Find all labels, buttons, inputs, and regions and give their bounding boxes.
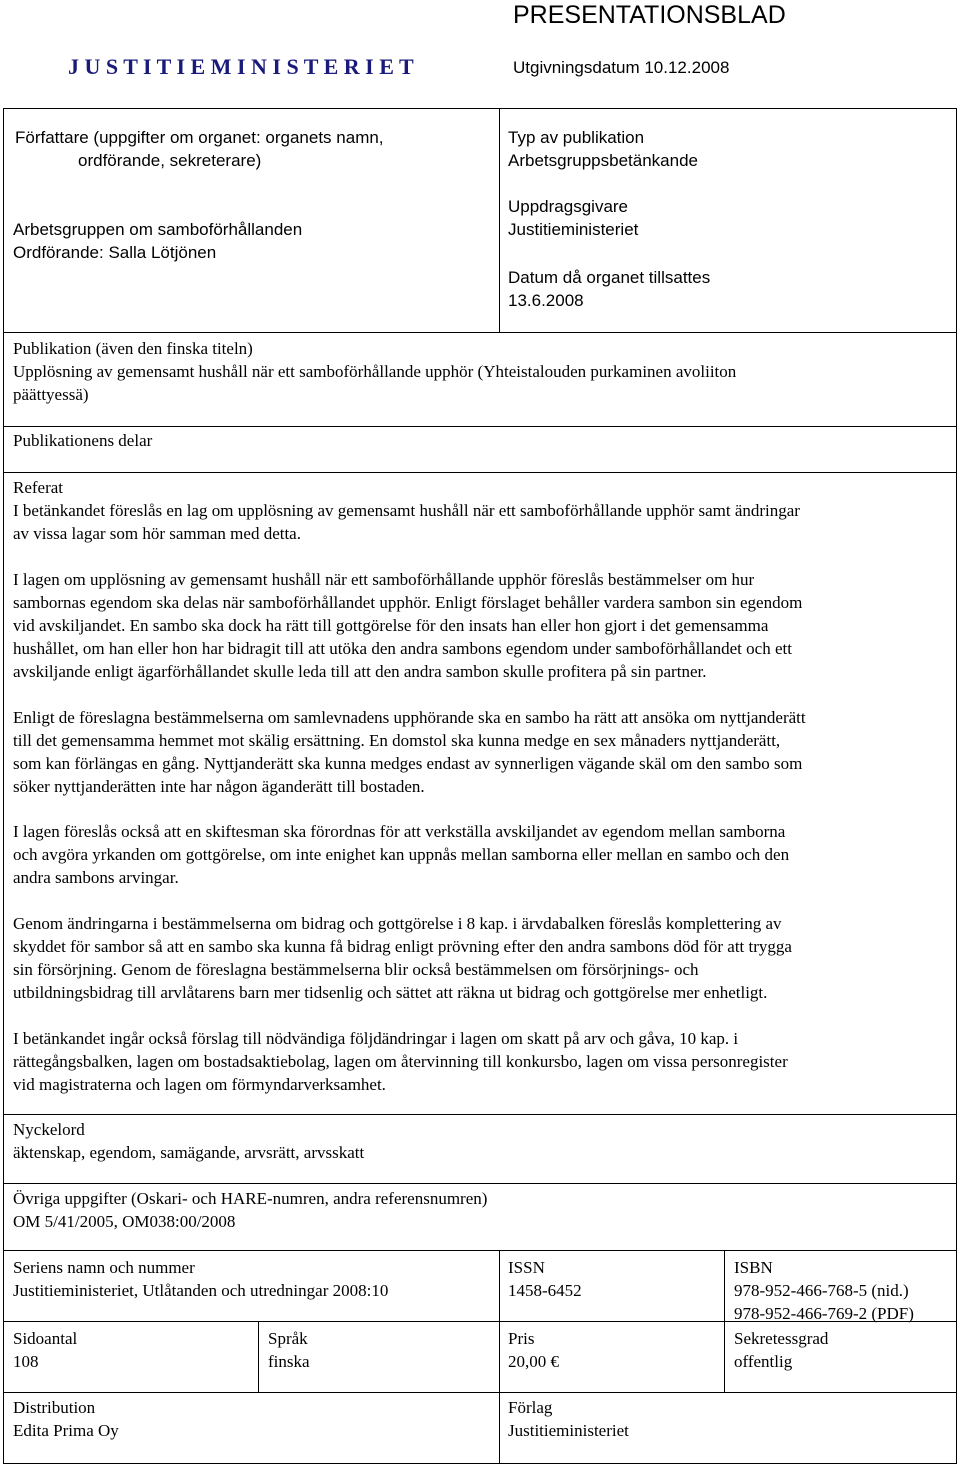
distribution-value: Edita Prima Oy bbox=[13, 1421, 119, 1440]
language-label: Språk bbox=[268, 1329, 308, 1348]
abstract-paragraph-2: I lagen om upplösning av gemensamt hushåll när ett samboförhållande upphör föreslås bestämmelser om hur sambornas egendom ska delas när samboförhållandet upphör. Enligt förslaget behåller vardera sambon sin egendom vid avskiljandet. En sambo ska dock ha rätt till gottgörelse för den insats han eller hon gjort i det gemensamma hushållet, om han eller hon har bidragit till att utöka den andra sambons egendom under samboförhållandet och ett avskiljande enligt ägarförhållandet skulle leda till att den andra sambon skulle profitera på sin partner. bbox=[13, 570, 803, 681]
abstract-paragraph-5: Genom ändringarna i bestämmelserna om bidrag och gottgörelse i 8 kap. i ärvdabalken föreslås komplettering av skyddet för sambor så att en sambo ska kunna få bidrag enligt prövning efter den andra sambons död för att trygga sin försörjning. Genom de föreslagna bestämmelserna blir också bestämmelsen om försörjnings- och utbildningsbidrag till arvlåtarens barn mer tidsenlig och sättet att räkna ut bidrag och gottgörelse mer enhetligt. bbox=[13, 914, 792, 1002]
author-chair: Ordförande: Salla Lötjönen bbox=[13, 243, 217, 262]
appointed-label: Datum då organet tillsattes bbox=[508, 268, 711, 287]
keywords-label: Nyckelord bbox=[13, 1120, 85, 1139]
divider-pages-row bbox=[3, 1392, 957, 1393]
divider-author-vertical bbox=[499, 108, 500, 333]
distribution-label: Distribution bbox=[13, 1398, 96, 1417]
abstract-paragraph-1: I betänkandet föreslås en lag om upplösning av gemensamt hushåll när ett samboförhållande upphör samt ändringar av vissa lagar som hör samman med detta. bbox=[13, 501, 800, 543]
parts-label: Publikationens delar bbox=[13, 431, 153, 450]
isbn-value-print: 978-952-466-768-5 (nid.) bbox=[734, 1281, 909, 1300]
frame-bottom-border bbox=[3, 1463, 957, 1464]
frame-right-border bbox=[956, 108, 957, 1464]
divider-keywords bbox=[3, 1183, 957, 1184]
page-count-value: 108 bbox=[13, 1352, 39, 1371]
confidentiality-value: offentlig bbox=[734, 1352, 793, 1371]
price-value: 20,00 € bbox=[508, 1352, 559, 1371]
release-date: Utgivningsdatum 10.12.2008 bbox=[513, 58, 730, 77]
ministry-name: J U S T I T I E M I N I S T E R I E T bbox=[68, 54, 414, 79]
publication-label: Publikation (även den finska titeln) bbox=[13, 339, 253, 358]
other-info-label: Övriga uppgifter (Oskari- och HARE-numren, andra referensnumren) bbox=[13, 1189, 488, 1208]
divider-abstract bbox=[3, 1114, 957, 1115]
document-type-heading: PRESENTATIONSBLAD bbox=[513, 1, 786, 29]
commissioner-label: Uppdragsgivare bbox=[508, 197, 629, 216]
divider-top-section bbox=[3, 332, 957, 333]
appointed-value: 13.6.2008 bbox=[508, 291, 584, 310]
divider-publication bbox=[3, 426, 957, 427]
abstract-paragraph-6: I betänkandet ingår också förslag till nödvändiga följdändringar i lagen om skatt på arv och gåva, 10 kap. i rättegångsbalken, lagen om bostadsaktiebolag, lagen om återvinning till konkursbo, lagen om vissa personregister vid magistraterna och lagen om förmyndarverksamhet. bbox=[13, 1029, 788, 1094]
series-label: Seriens namn och nummer bbox=[13, 1258, 195, 1277]
divider-col-issn bbox=[499, 1250, 500, 1464]
publisher-label: Förlag bbox=[508, 1398, 553, 1417]
issn-value: 1458-6452 bbox=[508, 1281, 582, 1300]
isbn-value-pdf: 978-952-466-769-2 (PDF) bbox=[734, 1304, 914, 1323]
isbn-label: ISBN bbox=[734, 1258, 773, 1277]
keywords-value: äktenskap, egendom, samägande, arvsrätt, arvsskatt bbox=[13, 1143, 365, 1162]
commissioner-value: Justitieministeriet bbox=[508, 220, 639, 239]
language-value: finska bbox=[268, 1352, 310, 1371]
author-label-line1: Författare (uppgifter om organet: organets namn, bbox=[15, 128, 384, 147]
publication-type-value: Arbetsgruppsbetänkande bbox=[508, 151, 698, 170]
page-count-label: Sidoantal bbox=[13, 1329, 78, 1348]
publication-type-label: Typ av publikation bbox=[508, 128, 645, 147]
frame-top-border bbox=[3, 108, 957, 109]
frame-left-border bbox=[3, 108, 4, 1464]
other-info-value: OM 5/41/2005, OM038:00/2008 bbox=[13, 1212, 236, 1231]
abstract-paragraph-4: I lagen föreslås också att en skiftesman ska förordnas för att verkställa avskiljandet av egendom mellan samborna och avgöra yrkanden om gottgörelse, om inte enighet kan uppnås mellan samborna eller mellan en sambo och den andra sambons arvingar. bbox=[13, 822, 790, 887]
issn-label: ISSN bbox=[508, 1258, 545, 1277]
publisher-value: Justitieministeriet bbox=[508, 1421, 629, 1440]
confidentiality-label: Sekretessgrad bbox=[734, 1329, 829, 1348]
author-group: Arbetsgruppen om samboförhållanden bbox=[13, 220, 303, 239]
series-value: Justitieministeriet, Utlåtanden och utredningar 2008:10 bbox=[13, 1281, 389, 1300]
abstract-label: Referat bbox=[13, 478, 64, 497]
divider-parts bbox=[3, 472, 957, 473]
publication-title-line2: päättyessä) bbox=[13, 385, 89, 404]
divider-other bbox=[3, 1250, 957, 1251]
divider-col-isbn bbox=[724, 1250, 725, 1393]
publication-title-line1: Upplösning av gemensamt hushåll när ett samboförhållande upphör (Yhteistalouden purkaminen avoliiton bbox=[13, 362, 737, 381]
divider-col-language bbox=[258, 1321, 259, 1393]
author-label-line2: ordförande, sekreterare) bbox=[78, 151, 262, 170]
abstract-paragraph-3: Enligt de föreslagna bestämmelserna om samlevnadens upphörande ska en sambo ha rätt att ansöka om nyttjanderätt till det gemensamma hemmet mot skälig ersättning. En domstol ska kunna medge en sex månaders nyttjanderätt, som kan förlängas en gång. Nyttjanderätt ska kunna medges endast av synnerligen vägande skäl om den sambo som söker nyttjanderätten inte har någon äganderätt till bostaden. bbox=[13, 708, 806, 796]
price-label: Pris bbox=[508, 1329, 535, 1348]
